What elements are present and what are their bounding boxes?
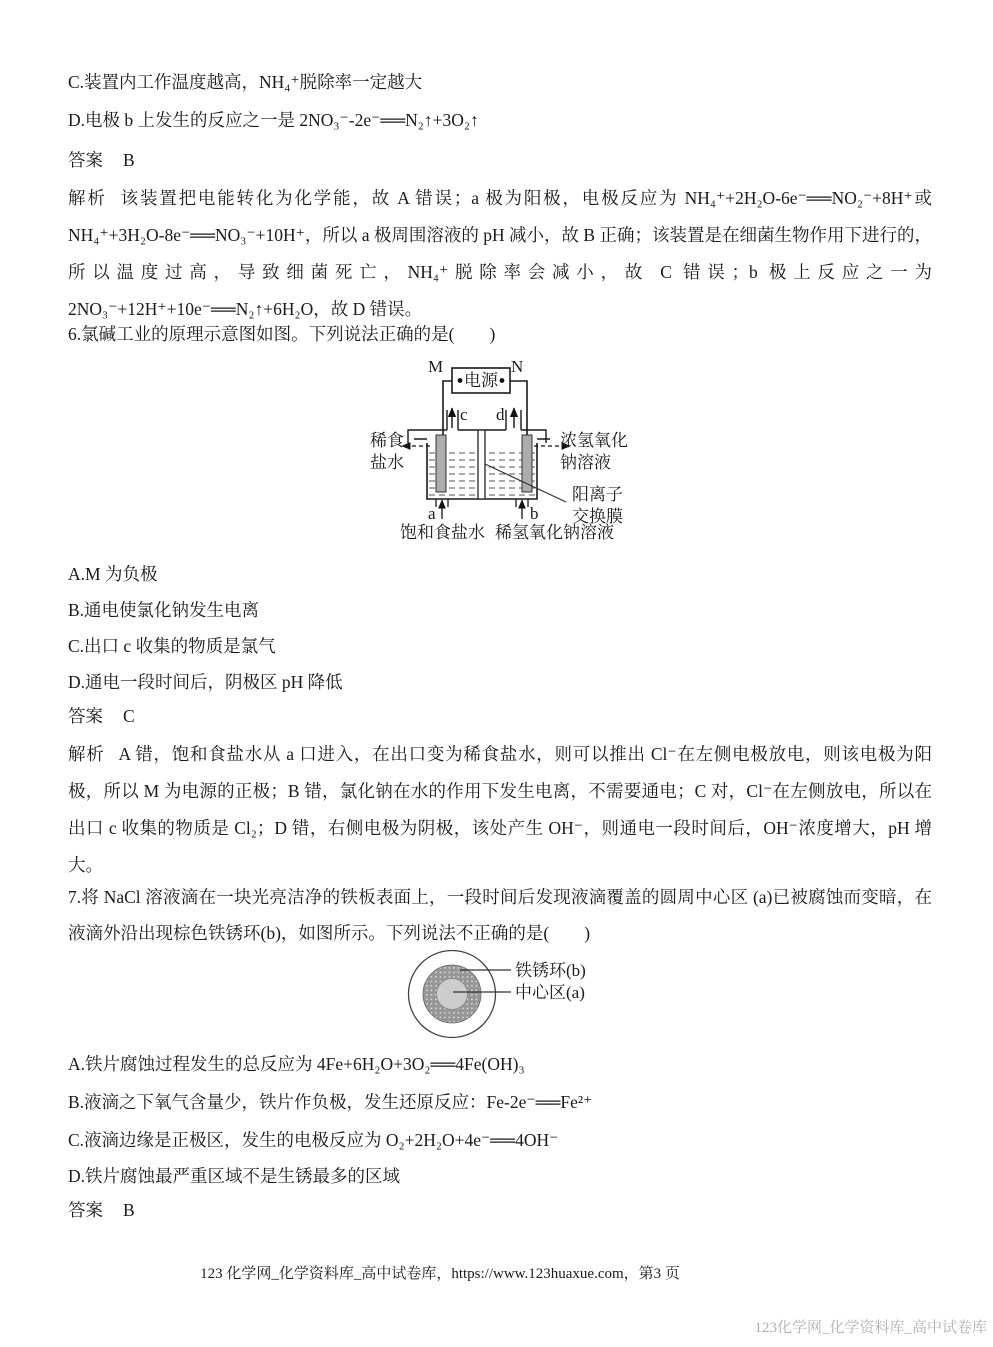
page-footer: 123 化学网_化学资料库_高中试卷库，https://www.123huaxue.com，第3 页 <box>200 1266 680 1282</box>
q6-electrolysis-diagram <box>358 356 663 548</box>
power-supply-box <box>452 368 510 393</box>
prev-analysis <box>68 180 932 328</box>
q7-stem: 7.将 NaCl 溶液滴在一块光亮洁净的铁板表面上，一段时间后发现液滴覆盖的圆周中心区 (a)已被腐蚀而变暗，在液滴外沿出现棕色铁锈环(b)，如图所示。下列说法不正确的是( ) <box>68 887 932 943</box>
q6-option-b: B.通电使氯化钠发生电离 <box>68 600 260 620</box>
prev-analysis-text: 该装置把电能转化为化学能，故 A 错误；a 极为阳极，电极反应为 NH₄⁺+2H₂O-6e⁻══NO₂⁻+8H⁺或 NH₄⁺+3H₂O-8e⁻══NO₃⁻+10H⁺，所以 a 极周围溶液的 pH 减小，故 B 正确；该装置是在细菌生物作用下进行的，所以温度过高，导致细菌死亡，NH₄⁺脱除率会减小，故 C 错误；b 极上反应之一为 2NO₃⁻+12H⁺+10e⁻══N₂↑+6H₂O，故 D 错误。 <box>68 188 932 319</box>
membrane-label-2: 交换膜 <box>572 507 623 526</box>
prev-answer-row <box>68 148 932 172</box>
rust-ring-label: 铁锈环(b) <box>515 961 586 980</box>
analysis-label: 解析 <box>68 744 105 764</box>
left-outlet-label-1: 稀食 <box>370 431 404 450</box>
membrane-label-1: 阳离子 <box>572 485 623 504</box>
answer-label: 答案 <box>68 150 103 170</box>
electrode-left <box>436 435 446 492</box>
power-source-label: 电源 <box>464 371 498 390</box>
q7-option-b: B.液滴之下氧气含量少，铁片作负极，发生还原反应：Fe-2e⁻══Fe²⁺ <box>68 1092 593 1112</box>
right-outlet-label-1: 浓氢氧化 <box>560 431 628 450</box>
rust-ring-figure <box>403 944 673 1044</box>
prev-option-c: C.装置内工作温度越高，NH₄⁺脱除率一定越大 <box>68 72 423 92</box>
q6-option-a: A.M 为负极 <box>68 564 158 584</box>
q7-option-a: A.铁片腐蚀过程发生的总反应为 4Fe+6H₂O+3O₂══4Fe(OH)₃ <box>68 1054 525 1074</box>
terminal-m-label: M <box>428 357 444 376</box>
q6-option-c: C.出口 c 收集的物质是氯气 <box>68 636 276 656</box>
ion-exchange-membrane <box>478 430 485 499</box>
answer-label: 答案 <box>68 706 103 726</box>
inlet-pipes <box>436 499 528 507</box>
prev-answer-value: B <box>123 150 135 170</box>
inlet-left-solution-label: 饱和食盐水 <box>400 523 485 542</box>
q7-option-d: D.铁片腐蚀最严重区域不是生锈最多的区域 <box>68 1166 401 1186</box>
inlet-right-solution-label: 稀氢氧化钠溶液 <box>495 523 614 542</box>
q6-answer-row <box>68 704 932 728</box>
outlet-c-label: c <box>460 405 468 424</box>
center-zone <box>437 979 468 1010</box>
electrolysis-cell-figure <box>358 356 663 548</box>
site-watermark: 123化学网_化学资料库_高中试卷库 <box>754 1320 987 1336</box>
terminal-n-label: N <box>511 357 524 376</box>
analysis-label: 解析 <box>68 188 107 208</box>
answer-label: 答案 <box>68 1200 103 1220</box>
right-outlet-label-2: 钠溶液 <box>560 453 611 472</box>
outlet-d-label: d <box>496 405 505 424</box>
q6-analysis <box>68 736 932 884</box>
inlet-a-label: a <box>428 504 436 523</box>
q7-corrosion-diagram <box>403 944 673 1044</box>
center-zone-label: 中心区(a) <box>515 983 585 1002</box>
prev-option-d: D.电极 b 上发生的反应之一是 2NO₃⁻-2e⁻══N₂↑+3O₂↑ <box>68 110 479 130</box>
q7-option-c: C.液滴边缘是正极区，发生的电极反应为 O₂+2H₂O+4e⁻══4OH⁻ <box>68 1130 559 1150</box>
q7-answer-value: B <box>123 1200 135 1220</box>
q6-stem: 6.氯碱工业的原理示意图如图。下列说法正确的是( ) <box>68 324 496 344</box>
left-outlet-label-2: 盐水 <box>370 453 404 472</box>
q6-option-d: D.通电一段时间后，阴极区 pH 降低 <box>68 672 343 692</box>
q6-answer-value: C <box>123 706 135 726</box>
inlet-b-label: b <box>530 504 539 523</box>
q6-analysis-text: A 错，饱和食盐水从 a 口进入，在出口变为稀食盐水，则可以推出 Cl⁻在左侧电极放电，则该电极为阳极，所以 M 为电源的正极；B 错，氯化钠在水的作用下发生电离，不需要通电；C 对，Cl⁻在左侧放电，所以在出口 c 收集的物质是 Cl₂；D 错，右侧电极为阴极，该处产生 OH⁻，则通电一段时间后，OH⁻浓度增大，pH 增大。 <box>68 744 932 875</box>
q7-answer-row <box>68 1198 932 1222</box>
